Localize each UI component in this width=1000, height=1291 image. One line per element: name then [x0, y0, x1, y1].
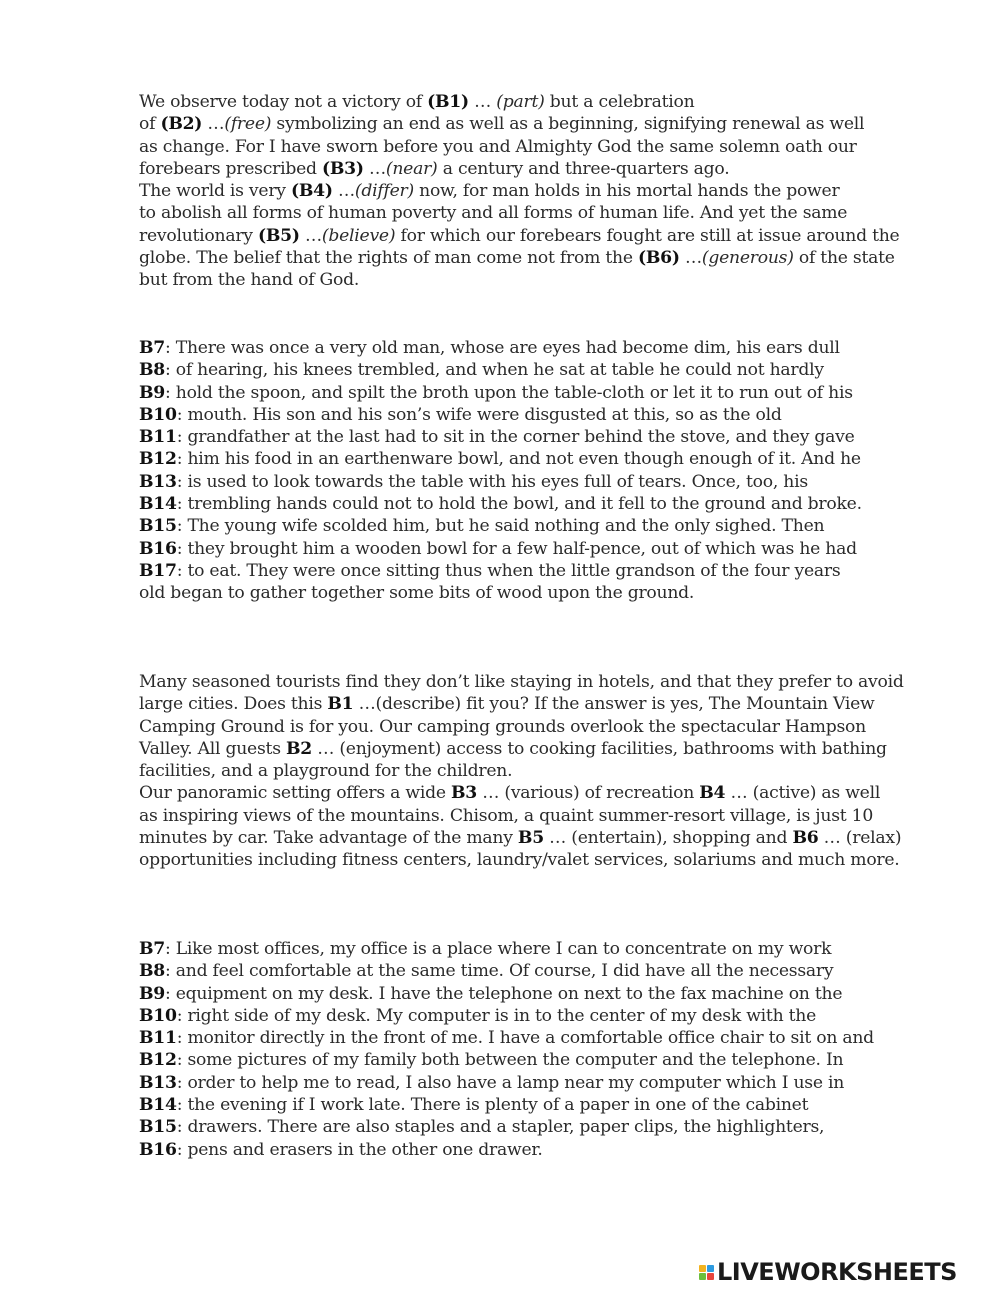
- blank-label: B15: [139, 516, 177, 537]
- text-line: [139, 716, 959, 738]
- text-segment: as change. For I have sworn before you and Almighty God the same solemn oath our: [139, 136, 857, 157]
- logo-squares-icon: [699, 1265, 714, 1280]
- text-line: [139, 269, 959, 291]
- blank-label: B15: [139, 1117, 177, 1138]
- text-line: [139, 91, 959, 113]
- blank-label: B12: [139, 1050, 177, 1071]
- text-segment: : of hearing, his knees trembled, and when he sat at table he could not hardly: [165, 360, 824, 381]
- text-segment: … (active) as well: [725, 783, 881, 804]
- text-segment: opportunities including fitness centers, laundry/valet services, solariums and much more.: [139, 850, 900, 871]
- text-segment: : Like most offices, my office is a place where I can to concentrate on my work: [165, 939, 832, 959]
- text-line: [139, 202, 959, 224]
- text-segment: symbolizing an end as well as a beginning, signifying renewal as well: [271, 114, 865, 135]
- text-segment: : equipment on my desk. I have the telephone on next to the fax machine on the: [165, 983, 843, 1004]
- text-segment: (free): [224, 114, 272, 135]
- logo-text: LIVEWORKSHEETS: [717, 1258, 957, 1286]
- text-segment: : right side of my desk. My computer is in to the center of my desk with the: [176, 1005, 816, 1026]
- text-segment: but a celebration: [544, 92, 695, 112]
- text-line: [139, 448, 959, 470]
- text-line: [139, 359, 959, 381]
- blank-label: B11: [139, 1028, 177, 1049]
- text-segment: facilities, and a playground for the children.: [139, 761, 513, 782]
- text-segment: now, for man holds in his mortal hands the power: [413, 181, 840, 202]
- blank-label: B8: [139, 360, 165, 381]
- text-line: [139, 1116, 959, 1138]
- text-segment: for which our forebears fought are still at issue around the: [395, 225, 900, 246]
- text-segment: : is used to look towards the table with his eyes full of tears. Once, too, his: [176, 471, 808, 492]
- text-segment: old began to gather together some bits of wood upon the ground.: [139, 583, 695, 604]
- text-segment: revolutionary: [139, 225, 258, 246]
- blank-label: (B2): [160, 114, 203, 135]
- text-segment: as inspiring views of the mountains. Chisom, a quaint summer-resort village, is just 10: [139, 805, 874, 826]
- passage-office: [139, 938, 959, 1161]
- blank-label: (B3): [321, 158, 364, 179]
- text-line: [139, 1094, 959, 1116]
- text-segment: …: [363, 158, 386, 179]
- blank-label: B14: [139, 1095, 177, 1116]
- text-segment: of the state: [793, 248, 895, 269]
- blank-label: B2: [285, 738, 312, 759]
- text-segment: : pens and erasers in the other one drawer.: [176, 1139, 543, 1160]
- text-segment: : and feel comfortable at the same time. Of course, I did have all the necessary: [165, 961, 834, 982]
- text-segment: … (enjoyment) access to cooking facilities, bathrooms with bathing: [311, 738, 887, 759]
- text-segment: forebears prescribed: [139, 158, 322, 179]
- text-line: [139, 983, 959, 1005]
- text-segment: The world is very: [139, 181, 291, 202]
- text-line: [139, 938, 959, 960]
- blank-label: B6: [792, 828, 819, 849]
- blank-label: B4: [699, 783, 726, 804]
- logo-square: [707, 1273, 714, 1280]
- text-segment: …: [202, 114, 225, 135]
- text-line: [139, 382, 959, 404]
- text-segment: : hold the spoon, and spilt the broth upon the table-cloth or let it to run out of his: [165, 382, 853, 403]
- blank-label: B16: [139, 1139, 177, 1160]
- text-line: [139, 493, 959, 515]
- text-segment: : to eat. They were once sitting thus when the little grandson of the four years: [176, 560, 841, 581]
- text-segment: Camping Ground is for you. Our camping grounds overlook the spectacular Hampson: [139, 716, 866, 737]
- blank-label: B16: [139, 538, 177, 559]
- text-line: [139, 225, 959, 247]
- text-segment: : the evening if I work late. There is plenty of a paper in one of the cabinet: [176, 1095, 809, 1116]
- logo-square: [699, 1265, 706, 1272]
- text-line: [139, 760, 959, 782]
- blank-label: B17: [139, 560, 177, 581]
- text-segment: (differ): [354, 181, 414, 202]
- text-line: [139, 471, 959, 493]
- blank-label: B13: [139, 1072, 177, 1093]
- text-segment: (near): [385, 158, 438, 179]
- text-line: [139, 158, 959, 180]
- blank-label: B10: [139, 404, 177, 425]
- text-line: [139, 404, 959, 426]
- text-line: [139, 1049, 959, 1071]
- text-segment: : some pictures of my family both between the computer and the telephone. In: [176, 1050, 844, 1071]
- text-line: [139, 827, 959, 849]
- blank-label: B9: [139, 983, 165, 1004]
- blank-label: (B5): [257, 225, 300, 246]
- text-segment: …: [332, 181, 355, 202]
- text-segment: … (various) of recreation: [477, 783, 700, 804]
- text-segment: : him his food in an earthenware bowl, and not even though enough of it. And he: [176, 449, 861, 470]
- text-segment: …: [299, 225, 322, 246]
- text-segment: …: [468, 92, 497, 112]
- text-line: [139, 1139, 959, 1161]
- text-line: [139, 247, 959, 269]
- blank-label: B3: [451, 783, 477, 804]
- text-segment: : mouth. His son and his son’s wife were disgusted at this, so as the old: [176, 404, 782, 425]
- text-line: [139, 1027, 959, 1049]
- blank-label: B10: [139, 1005, 177, 1026]
- text-line: [139, 337, 959, 359]
- text-line: [139, 113, 959, 135]
- text-segment: of: [139, 114, 161, 135]
- blank-label: B7: [139, 338, 165, 358]
- text-segment: (part): [496, 92, 545, 112]
- text-line: [139, 805, 959, 827]
- blank-label: B1: [327, 694, 354, 715]
- blank-label: (B4): [290, 181, 333, 202]
- text-segment: : order to help me to read, I also have a lamp near my computer which I use in: [176, 1072, 845, 1093]
- text-segment: …(describe) fit you? If the answer is yes, The Mountain View: [353, 694, 875, 715]
- text-segment: but from the hand of God.: [139, 270, 360, 291]
- logo-square: [699, 1273, 706, 1280]
- text-segment: : trembling hands could not to hold the bowl, and it fell to the ground and broke.: [176, 494, 862, 515]
- passage-inauguration: [139, 91, 959, 292]
- blank-label: B9: [139, 382, 165, 403]
- text-line: [139, 960, 959, 982]
- text-line: [139, 180, 959, 202]
- text-segment: Many seasoned tourists find they don’t like staying in hotels, and that they prefer to avoid: [139, 672, 904, 692]
- text-segment: large cities. Does this: [139, 694, 328, 715]
- text-segment: … (entertain), shopping and: [543, 828, 793, 849]
- text-segment: … (relax): [818, 828, 902, 849]
- text-line: [139, 582, 959, 604]
- text-line: [139, 738, 959, 760]
- text-segment: : monitor directly in the front of me. I have a comfortable office chair to sit on and: [176, 1028, 874, 1049]
- blank-label: (B6): [637, 248, 680, 269]
- text-segment: to abolish all forms of human poverty and all forms of human life. And yet the same: [139, 203, 848, 224]
- blank-label: B12: [139, 449, 177, 470]
- text-segment: globe. The belief that the rights of man come not from the: [139, 248, 638, 269]
- text-segment: : grandfather at the last had to sit in the corner behind the stove, and they gave: [176, 427, 855, 448]
- text-segment: : There was once a very old man, whose are eyes had become dim, his ears dull: [165, 338, 840, 358]
- text-segment: : they brought him a wooden bowl for a few half-pence, out of which was he had: [176, 538, 857, 559]
- passage-old-man: [139, 337, 959, 605]
- logo-square: [707, 1265, 714, 1272]
- blank-label: (B1): [427, 92, 469, 112]
- text-segment: a century and three-quarters ago.: [437, 158, 730, 179]
- blank-label: B11: [139, 427, 177, 448]
- text-segment: …: [679, 248, 702, 269]
- text-segment: We observe today not a victory of: [139, 92, 428, 112]
- blank-label: B8: [139, 961, 165, 982]
- blank-label: B7: [139, 939, 165, 959]
- text-line: [139, 1072, 959, 1094]
- text-line: [139, 136, 959, 158]
- text-segment: minutes by car. Take advantage of the many: [139, 828, 518, 849]
- text-line: [139, 538, 959, 560]
- blank-label: B14: [139, 494, 177, 515]
- text-line: [139, 849, 959, 871]
- text-segment: : drawers. There are also staples and a stapler, paper clips, the highlighters,: [176, 1117, 825, 1138]
- text-segment: (believe): [321, 225, 396, 246]
- text-segment: Our panoramic setting offers a wide: [139, 783, 451, 804]
- text-line: [139, 426, 959, 448]
- blank-label: B13: [139, 471, 177, 492]
- text-segment: : The young wife scolded him, but he said nothing and the only sighed. Then: [176, 516, 825, 537]
- text-segment: Valley. All guests: [139, 738, 286, 759]
- text-line: [139, 693, 959, 715]
- blank-label: B5: [517, 828, 544, 849]
- text-line: [139, 515, 959, 537]
- text-line: [139, 671, 959, 693]
- liveworksheets-logo: [699, 1257, 957, 1287]
- text-line: [139, 560, 959, 582]
- text-line: [139, 782, 959, 804]
- text-line: [139, 1005, 959, 1027]
- text-segment: (generous): [701, 248, 794, 269]
- passage-camping-ground: [139, 671, 959, 872]
